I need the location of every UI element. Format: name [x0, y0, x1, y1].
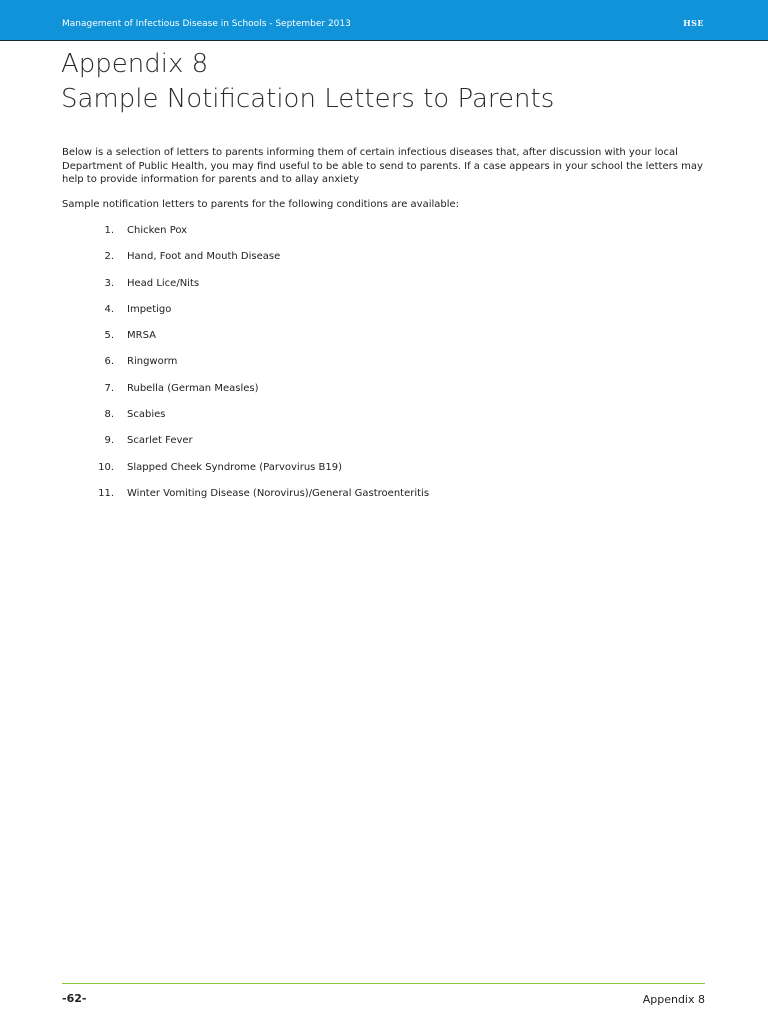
- list-item-number: 2.: [104, 251, 114, 263]
- list-item-label: Winter Vomiting Disease (Norovirus)/General Gastroenteritis: [127, 487, 430, 499]
- list-item-label: Slapped Cheek Syndrome (Parvovirus B19): [127, 461, 343, 473]
- list-item: [0, 462, 700, 488]
- list-item: [0, 251, 700, 277]
- list-item: [0, 488, 700, 514]
- list-item: [0, 278, 700, 304]
- available-conditions-text: Sample notification letters to parents for the following conditions are available:: [62, 199, 460, 210]
- list-item-label: Chicken Pox: [127, 225, 188, 236]
- list-item-number: 8.: [104, 409, 114, 421]
- list-item: [0, 304, 700, 330]
- list-item-label: Head Lice/Nits: [127, 277, 200, 289]
- list-item-label: Ringworm: [127, 356, 178, 368]
- list-item-label: Hand, Foot and Mouth Disease: [127, 251, 281, 263]
- title-line-appendix: Appendix 8: [61, 49, 209, 79]
- list-item: [0, 330, 700, 356]
- list-item: [0, 225, 700, 251]
- list-item-number: 5.: [104, 330, 114, 342]
- intro-paragraph: Below is a selection of letters to parents informing them of certain infectious diseases that, after discussion with your local Department of Public Health, you may find useful to be able to send to parents. If a case appears in your school the letters may help to provide information for parents and to allay anxiety: [62, 147, 703, 185]
- list-item-number: 1.: [104, 225, 114, 236]
- list-item-number: 4.: [104, 303, 114, 315]
- list-item-number: 10.: [98, 461, 114, 473]
- running-title: Management of Infectious Disease in Schools - September 2013: [62, 19, 351, 29]
- list-item-number: 7.: [104, 382, 114, 394]
- list-item-number: 6.: [104, 356, 114, 368]
- list-item-number: 3.: [104, 277, 114, 289]
- page-number: -62-: [62, 992, 87, 1005]
- list-item: [0, 356, 700, 382]
- list-item: [0, 383, 700, 409]
- page-title: [61, 47, 554, 117]
- list-item-label: Scarlet Fever: [127, 435, 193, 447]
- list-item: [0, 435, 700, 461]
- conditions-list: [0, 225, 700, 514]
- hse-logo: HSE: [683, 18, 704, 28]
- header-band: [0, 0, 768, 41]
- list-item-label: Impetigo: [127, 303, 172, 315]
- list-item-label: Scabies: [127, 409, 166, 421]
- list-item-number: 9.: [104, 435, 114, 447]
- list-item: [0, 409, 700, 435]
- title-line-subject: Sample Notification Letters to Parents: [61, 84, 555, 114]
- list-item-label: Rubella (German Measles): [127, 382, 259, 394]
- list-item-label: MRSA: [127, 330, 156, 342]
- footer-divider: [62, 983, 705, 984]
- list-item-number: 11.: [98, 487, 114, 499]
- footer-section-label: Appendix 8: [642, 993, 705, 1006]
